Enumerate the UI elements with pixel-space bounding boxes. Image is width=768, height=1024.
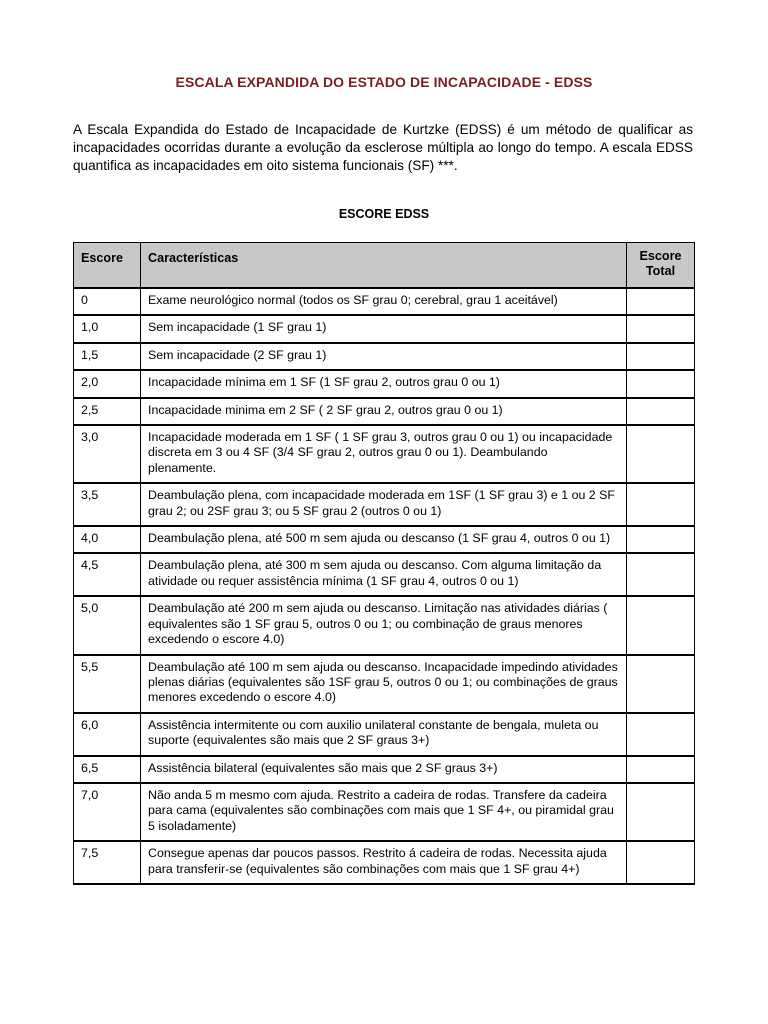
table-row (74, 483, 695, 526)
characteristics-cell: Deambulação plena, com incapacidade moderada em 1SF (1 SF grau 3) e 1 ou 2 SF grau 2; ou 2SF grau 3; ou 5 SF grau 2 (outros 0 ou 1) (141, 483, 627, 526)
score-cell: 2,0 (74, 370, 141, 397)
score-cell: 7,0 (74, 783, 141, 841)
total-score-cell[interactable] (627, 398, 695, 425)
total-score-cell[interactable] (627, 526, 695, 553)
table-row (74, 370, 695, 397)
table-row (74, 783, 695, 841)
characteristics-cell: Consegue apenas dar poucos passos. Restrito á cadeira de rodas. Necessita ajuda para transferir-se (equivalentes são combinações com mais que 1 SF grau 4+) (141, 841, 627, 884)
score-cell: 3,0 (74, 425, 141, 483)
characteristics-cell: Assistência bilateral (equivalentes são mais que 2 SF graus 3+) (141, 756, 627, 783)
document-title: ESCALA EXPANDIDA DO ESTADO DE INCAPACIDADE - EDSS (175, 74, 593, 90)
score-cell: 6,5 (74, 756, 141, 783)
characteristics-cell: Deambulação até 100 m sem ajuda ou descanso. Incapacidade impedindo atividades plenas diárias (equivalentes são 1SF grau 5, outros 0 ou 1; ou combinações de graus menores excedendo o escore 4.0) (141, 655, 627, 713)
characteristics-cell: Não anda 5 m mesmo com ajuda. Restrito a cadeira de rodas. Transfere da cadeira para cama (equivalentes são combinações com mais que 1 SF 4+, ou piramidal grau 5 isoladamente) (141, 783, 627, 841)
total-score-cell[interactable] (627, 841, 695, 884)
table-row (74, 553, 695, 596)
total-score-cell[interactable] (627, 713, 695, 756)
table-body (74, 288, 695, 884)
total-score-cell[interactable] (627, 655, 695, 713)
score-cell: 0 (74, 288, 141, 315)
score-cell: 7,5 (74, 841, 141, 884)
total-score-cell[interactable] (627, 596, 695, 654)
table-row (74, 713, 695, 756)
score-cell: 5,5 (74, 655, 141, 713)
header-characteristics: Características (141, 243, 627, 289)
table-row (74, 398, 695, 425)
total-score-cell[interactable] (627, 315, 695, 342)
characteristics-cell: Incapacidade mínima em 1 SF (1 SF grau 2, outros grau 0 ou 1) (141, 370, 627, 397)
table-row (74, 655, 695, 713)
total-score-cell[interactable] (627, 783, 695, 841)
header-total: Escore Total (627, 243, 695, 289)
score-cell: 4,5 (74, 553, 141, 596)
score-cell: 2,5 (74, 398, 141, 425)
characteristics-cell: Deambulação plena, até 300 m sem ajuda ou descanso. Com alguma limitação da atividade ou requer assistência mínima (1 SF grau 4, outros 0 ou 1) (141, 553, 627, 596)
table-row (74, 288, 695, 315)
table-caption: ESCORE EDSS (338, 207, 430, 221)
header-score: Escore (74, 243, 141, 289)
score-cell: 3,5 (74, 483, 141, 526)
characteristics-cell: Deambulação até 200 m sem ajuda ou descanso. Limitação nas atividades diárias ( equivalentes são 1 SF grau 5, outros 0 ou 1; ou combinação de graus menores excedendo o escore 4.0) (141, 596, 627, 654)
total-score-cell[interactable] (627, 756, 695, 783)
score-cell: 4,0 (74, 526, 141, 553)
edss-table (73, 242, 695, 885)
total-score-cell[interactable] (627, 343, 695, 370)
table-row (74, 841, 695, 884)
score-cell: 1,5 (74, 343, 141, 370)
score-cell: 1,0 (74, 315, 141, 342)
total-score-cell[interactable] (627, 553, 695, 596)
characteristics-cell: Incapacidade minima em 2 SF ( 2 SF grau 2, outros grau 0 ou 1) (141, 398, 627, 425)
table-row (74, 596, 695, 654)
total-score-cell[interactable] (627, 483, 695, 526)
table-header-row (74, 243, 695, 289)
total-score-cell[interactable] (627, 425, 695, 483)
table-row (74, 425, 695, 483)
table-row (74, 526, 695, 553)
table-row (74, 756, 695, 783)
characteristics-cell: Incapacidade moderada em 1 SF ( 1 SF grau 3, outros grau 0 ou 1) ou incapacidade discreta em 3 ou 4 SF (3/4 SF grau 2, outros grau 0 ou 1). Deambulando plenamente. (141, 425, 627, 483)
score-cell: 5,0 (74, 596, 141, 654)
characteristics-cell: Exame neurológico normal (todos os SF grau 0; cerebral, grau 1 aceitável) (141, 288, 627, 315)
characteristics-cell: Sem incapacidade (1 SF grau 1) (141, 315, 627, 342)
table-row (74, 343, 695, 370)
intro-paragraph: A Escala Expandida do Estado de Incapacidade de Kurtzke (EDSS) é um método de qualificar as incapacidades ocorridas durante a evolução da esclerose múltipla ao longo do tempo. A escala EDSS quantifica as incapacidades em oito sistema funcionais (SF) ***. (73, 122, 693, 173)
score-cell: 6,0 (74, 713, 141, 756)
total-score-cell[interactable] (627, 288, 695, 315)
characteristics-cell: Sem incapacidade (2 SF grau 1) (141, 343, 627, 370)
characteristics-cell: Assistência intermitente ou com auxilio unilateral constante de bengala, muleta ou suporte (equivalentes são mais que 2 SF graus 3+) (141, 713, 627, 756)
total-score-cell[interactable] (627, 370, 695, 397)
characteristics-cell: Deambulação plena, até 500 m sem ajuda ou descanso (1 SF grau 4, outros 0 ou 1) (141, 526, 627, 553)
table-row (74, 315, 695, 342)
